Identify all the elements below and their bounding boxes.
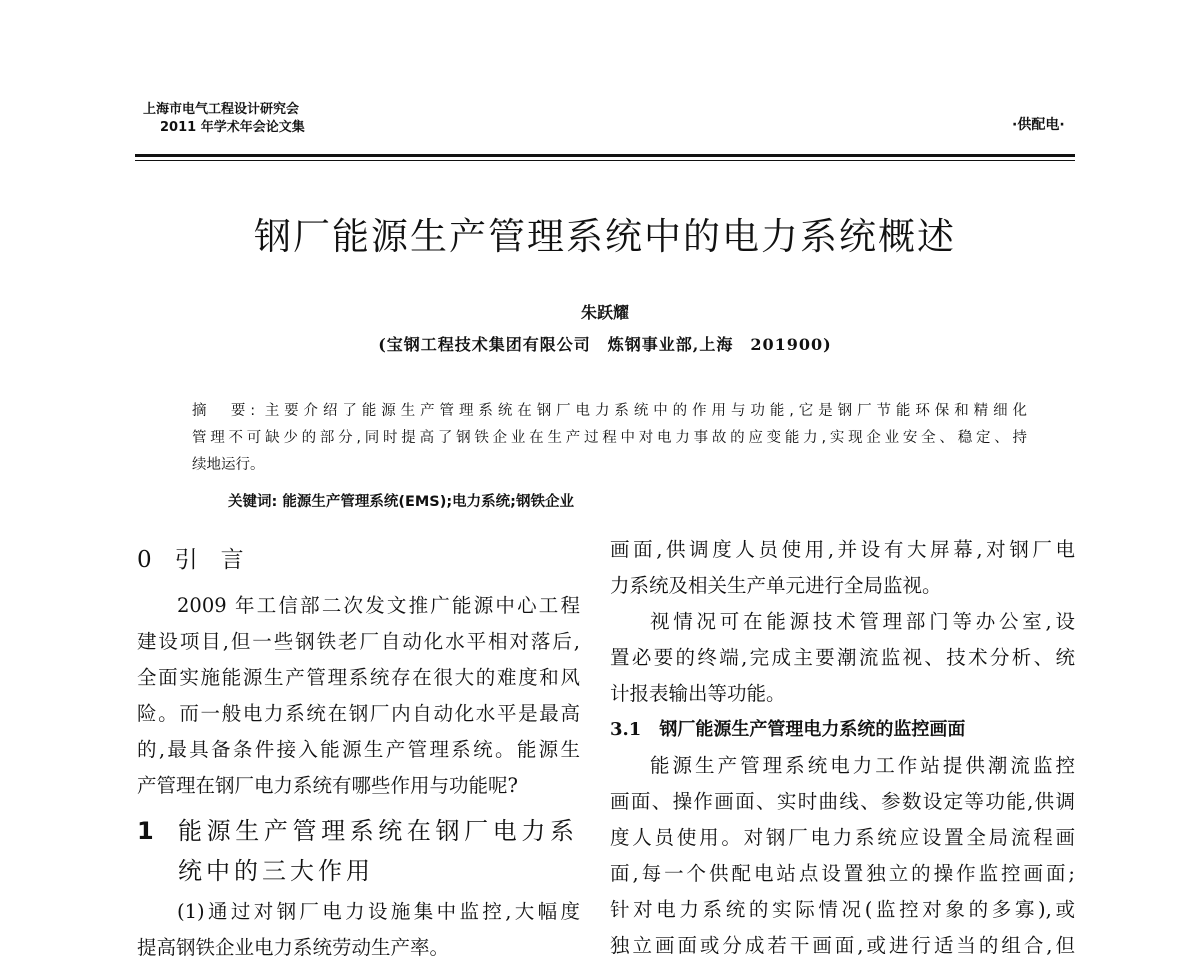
abstract-line: 续地运行。	[192, 457, 265, 473]
para-line: 针对电力系统的实际情况(监控对象的多寡),或	[610, 898, 1075, 921]
section-heading-1-number: 1	[137, 817, 158, 845]
para-line: 提高钢铁企业电力系统劳动生产率。	[137, 936, 450, 959]
para-line	[177, 594, 580, 618]
para-line-text: 2009 年工信部二次发文推广能源中心工程	[177, 594, 580, 617]
abstract-line: 摘 要: 主要介绍了能源生产管理系统在钢厂电力系统中的作用与功能,它是钢厂节能环保和精细化	[192, 403, 1027, 419]
abstract-line: 管理不可缺少的部分,同时提高了钢铁企业在生产过程中对电力事故的应变能力,实现企业安全、稳定、持	[192, 430, 1027, 446]
para-line: 能源生产管理系统电力工作站提供潮流监控	[650, 754, 1075, 777]
para-line: 面,每一个供配电站点设置独立的操作监控画面;	[610, 862, 1075, 885]
section-heading-intro: 0 引 言	[137, 547, 244, 573]
para-line: 全面实施能源生产管理系统存在很大的难度和风	[137, 666, 580, 689]
para-line: 画面、操作画面、实时曲线、参数设定等功能,供调	[610, 790, 1075, 813]
header-rule-thick	[135, 154, 1075, 157]
para-line: 独立画面或分成若干画面,或进行适当的组合,但	[610, 934, 1075, 957]
para-line: 视情况可在能源技术管理部门等办公室,设	[650, 610, 1075, 633]
para-line: 画面,供调度人员使用,并设有大屏幕,对钢厂电	[610, 538, 1075, 561]
para-line: 产管理在钢厂电力系统有哪些作用与功能呢?	[137, 774, 518, 797]
section-heading-1: 统中的三大作用	[178, 857, 374, 885]
keywords: 关键词: 能源生产管理系统(EMS);电力系统;钢铁企业	[228, 494, 574, 510]
header-org: 上海市电气工程设计研究会	[143, 102, 300, 117]
para-line: 建设项目,但一些钢铁老厂自动化水平相对落后,	[137, 630, 580, 653]
subsection-heading-3-1: 3.1 钢厂能源生产管理电力系统的监控画面	[610, 719, 966, 740]
paper-title: 钢厂能源生产管理系统中的电力系统概述	[254, 215, 956, 258]
para-line: 的,最具备条件接入能源生产管理系统。能源生	[137, 738, 580, 761]
para-line: 置必要的终端,完成主要潮流监视、技术分析、统	[610, 646, 1075, 669]
author: 朱跃耀	[580, 303, 629, 322]
header-section: ·供配电·	[1012, 117, 1065, 133]
para-line: 险。而一般电力系统在钢厂内自动化水平是最高	[137, 702, 580, 725]
para-line: 计报表输出等功能。	[610, 682, 786, 705]
para-line: (1)通过对钢厂电力设施集中监控,大幅度	[177, 900, 580, 923]
section-heading-1: 能源生产管理系统在钢厂电力系	[178, 817, 578, 845]
affiliation: (宝钢工程技术集团有限公司 炼钢事业部,上海 201900)	[378, 335, 832, 354]
header-rule-thin	[135, 160, 1075, 161]
para-line: 力系统及相关生产单元进行全局监视。	[610, 574, 942, 597]
para-line: 度人员使用。对钢厂电力系统应设置全局流程画	[610, 826, 1075, 849]
header-proceedings: 2011 年学术年会论文集	[160, 120, 305, 135]
